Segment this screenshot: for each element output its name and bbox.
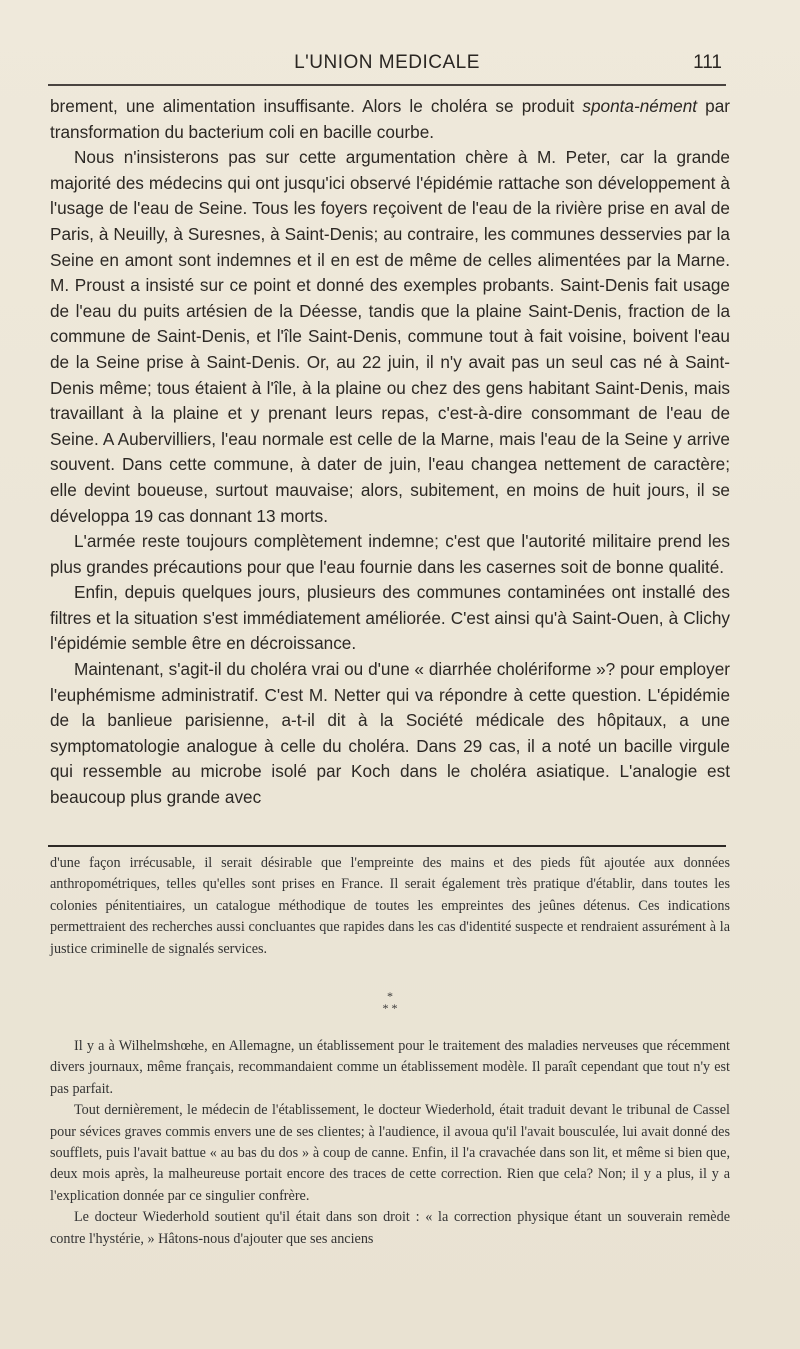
note-2: Il y a à Wilhelmshœhe, en Allemagne, un établissement pour le traitement des maladies nerveuses que récemment divers journaux, même français, recommandaient comme un établissement modèle. Il paraît cependant que tout n'y est pas parfait.: [50, 1038, 730, 1097]
paragraph-1-end: par transformation du bacterium coli en bacille courbe.: [50, 96, 730, 142]
running-title: L'UNION MEDICALE: [294, 52, 480, 73]
note-3: Tout dernièrement, le médecin de l'établissement, le docteur Wiederhold, était traduit devant le tribunal de Cassel pour sévices graves commis envers une de ses clientes; à l'audience, il avoua qu'il l'avait bousculée, lui avait donné des soufflets, puis l'avait battue « au bas du dos » à coup de canne. Enfin, il l'a cravachée dans son lit, et même si bien que, deux mois après, la malheureuse portait encore des traces de cette correction. Rien que cela? Non; il y a plus, il y a l'explication donnée par ce singulier confrère.: [50, 1102, 730, 1204]
header-rule: [48, 84, 726, 86]
asterism-top: *: [387, 989, 393, 1004]
note-1: d'une façon irrécusable, il serait désirable que l'empreinte des mains et des pieds fût ajoutée aux données anthropométriques, telles qu'elles sont prises en France. Il serait également très pratique d'établir, dans toutes les colonies pénitentiaires, un catalogue méthodique de toutes les empreintes des jeûnes détenus. Ces indications permettraient des recherches aussi concluantes que rapides dans les cas d'identité suspecte et rendraient assurément à la justice criminelle de signalés services.: [50, 855, 730, 957]
paragraph-1: [50, 94, 730, 145]
page-number: 111: [693, 52, 722, 73]
asterism: [50, 990, 730, 1014]
paragraph-2: Nous n'insisterons pas sur cette argumentation chère à M. Peter, car la grande majorité des médecins qui ont jusqu'ici observé l'épidémie rattache son développement à l'usage de l'eau de Seine. Tous les foyers reçoivent de l'eau de la rivière prise en aval de Paris, à Neuilly, à Suresnes, à Saint-Denis; au contraire, les communes desservies par la Seine en amont sont indemnes et il en est de même de celles alimentées par la Marne. M. Proust a insisté sur ce point et donné des exemples probants. Saint-Denis fait usage de l'eau du puits artésien de la Déesse, tandis que la plaine Saint-Denis, fraction de la commune de Saint-Denis, et l'île Saint-Denis, commune tout à fait voisine, boivent l'eau de la Seine prise à Saint-Denis. Or, au 22 juin, il n'y avait pas un seul cas né à Saint-Denis même; tous étaient à l'île, à la plaine ou chez des gens habitant Saint-Denis, mais travaillant à la plaine et y prenant leurs repas, c'est-à-dire consommant de l'eau de Seine. A Aubervilliers, l'eau normale est celle de la Marne, mais l'eau de la Seine y arrive souvent. Dans cette commune, à dater de juin, l'eau changea nettement de caractère; elle devint boueuse, surtout mauvaise; alors, subitement, en moins de huit jours, il se développa 19 cas donnant 13 morts.: [50, 147, 730, 526]
page-header: [52, 52, 722, 78]
paragraph-3: L'armée reste toujours complètement indemne; c'est que l'autorité militaire prend les plus grandes précautions pour que l'eau fournie dans les casernes soit de bonne qualité.: [50, 531, 730, 577]
asterism-bottom: * *: [382, 1001, 398, 1016]
paragraph-5: Maintenant, s'agit-il du choléra vrai ou d'une « diarrhée cholériforme »? pour employer l'euphémisme administratif. C'est M. Netter qui va répondre à cette question. L'épidémie de la banlieue parisienne, a-t-il dit à la Société médicale des hôpitaux, a une symptomatologie analogue à celle du choléra. Dans 29 cas, il a noté un bacille virgule qui ressemble au microbe isolé par Koch dans le choléra asiatique. L'analogie est beaucoup plus grande avec: [50, 659, 730, 808]
paragraph-1-italic: sponta-nément: [582, 96, 698, 116]
main-text: [50, 94, 730, 811]
notes-section: [50, 853, 730, 1250]
note-4: Le docteur Wiederhold soutient qu'il était dans son droit : « la correction physique étant un souverain remède contre l'hystérie, » Hâtons-nous d'ajouter que ses anciens: [50, 1209, 730, 1247]
paragraph-1-start: brement, une alimentation insuffisante. Alors le choléra se produit: [50, 96, 583, 116]
section-divider: [48, 845, 726, 847]
paragraph-4: Enfin, depuis quelques jours, plusieurs des communes contaminées ont installé des filtres et la situation s'est immédiatement améliorée. C'est ainsi qu'à Saint-Ouen, à Clichy l'épidémie semble être en décroissance.: [50, 582, 730, 654]
